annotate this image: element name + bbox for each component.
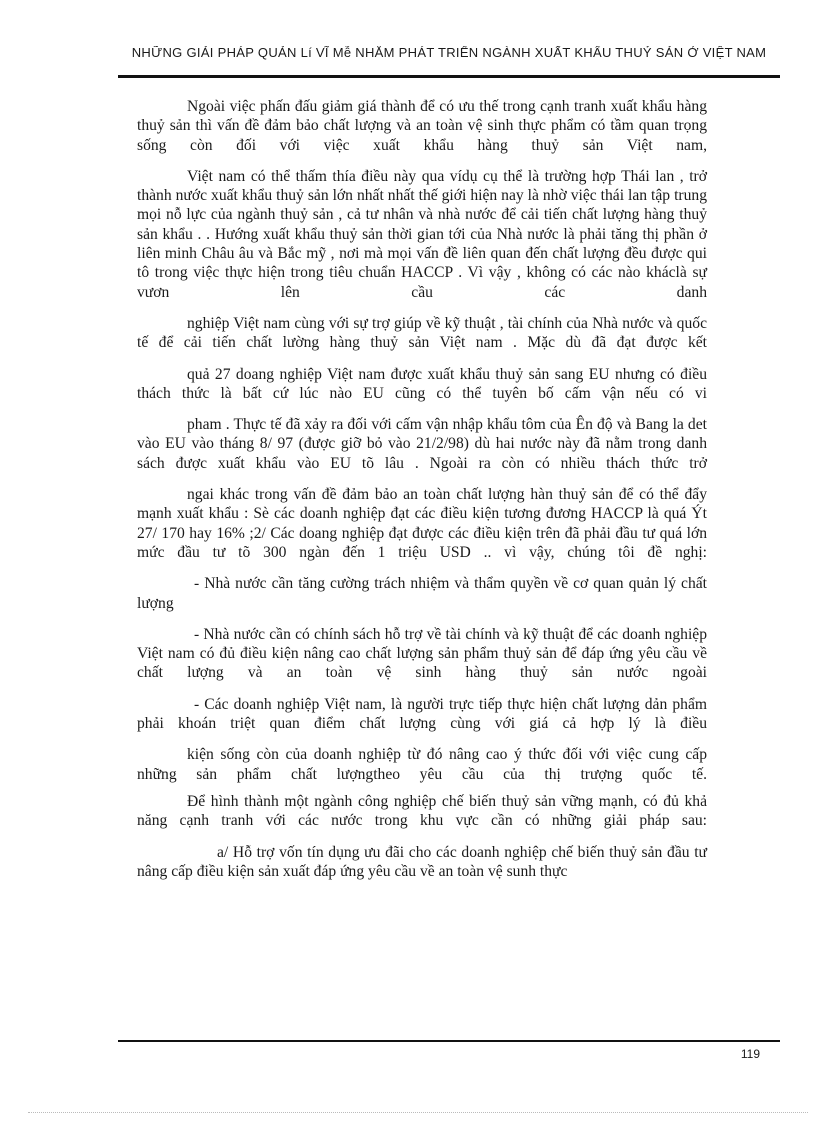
running-header: NHỮNG GIẢI PHÁP QUẢN Lí VĨ Mễ NHẰM PHÁT TRIỂN NGÀNH XUẤT KHẨU THUỶ SẢN Ở VIỆT NAM (131, 46, 767, 60)
recommendation-2: - Nhà nước cần có chính sách hỗ trợ về tài chính và kỹ thuật để các doanh nghiệp Việt nam có đủ điều kiện nâng cao chất lượng sản phẩm thuỷ sản để đáp ứng yêu cầu về chất lượng và an toàn vệ sinh hàng thuỷ sản nước ngoài (137, 625, 707, 682)
paragraph-3: nghiệp Việt nam cùng với sự trợ giúp về kỹ thuật , tài chính của Nhà nước và quốc tế để cải tiến chất lường hàng thuỷ sản Việt nam . Mặc dù đã đạt được kết (137, 314, 707, 352)
paragraph-4: quả 27 doang nghiệp Việt nam được xuất khẩu thuỷ sản sang EU nhưng có điều thách thức là bất cứ lúc nào EU cũng có thể tuyên bố cấm vận nếu có vi (137, 365, 707, 402)
footer-rule (118, 1040, 780, 1042)
paragraph-9: a/ Hỗ trợ vốn tín dụng ưu đãi cho các doanh nghiệp chế biến thuỷ sản đầu tư nâng cấp điều kiện sản xuất đáp ứng yêu cầu về an toàn vệ sunh thực (137, 843, 707, 880)
page-body (137, 97, 707, 881)
header-rule (118, 75, 780, 78)
page-edge-dots (28, 1112, 808, 1113)
paragraph-5: pham . Thực tế đã xảy ra đối với cấm vận nhập khẩu tôm của Ên độ và Bang la det vào EU vào tháng 8/ 97 (được giỡ bỏ vào 21/2/98) dù hai nước này đã nằm trong danh sách được xuất khẩu vào EU tõ lâu . Ngoài ra còn có nhiều thách thức trở (137, 416, 707, 472)
recommendation-3: - Các doanh nghiệp Việt nam, là người trực tiếp thực hiện chất lượng dản phẩm phải khoán triệt quan điểm chất lượng cùng với giá cả hợp lý là điều (137, 695, 707, 733)
recommendation-1: - Nhà nước cần tăng cường trách nhiệm và thẩm quyền về cơ quan quản lý chất lượng (137, 575, 707, 612)
paragraph-6: ngai khác trong vấn đề đảm bảo an toàn chất lượng hàn thuỷ sản để có thể đẩy mạnh xuất khẩu : Sè các doanh nghiệp đạt các điều kiện tương đương HACCP là quá Ýt 27/ 170 hay 16% ;2/ Các doang nghiệp đạt được các điều kiện trên đã phải đầu tư quá lớn mức đầu tư tõ 300 ngàn đến 1 triệu USD .. vì vậy, chúng tôi đề nghị: (137, 486, 707, 561)
page-number: 119 (740, 1047, 760, 1061)
paragraph-7: kiện sống còn của doanh nghiệp từ đó nâng cao ý thức đối với việc cung cấp những sản phẩm chất lượngtheo yêu cầu của thị trượng quốc tế. (137, 746, 707, 783)
paragraph-2: Việt nam có thể thấm thía điều này qua vídụ cụ thể là trường hợp Thái lan , trở thành nước xuất khẩu thuỷ sản lớn nhất nhất thế giới hiện nay là nhờ việc thái lan tập trung mọi nỗ lực của ngành thuỷ sản , cả tư nhân và nhà nước để cải tiến chất lượng hàng thuỷ sản khẩu . . Hướng xuất khẩu thuỷ sản thời gian tới của Nhà nước là phải tăng thị phần ở liên minh Châu âu và Bắc mỹ , nơi mà mọi vấn đề liên quan đến chất lượng đều được qui tô trong việc thực hiện trong tiêu chuẩn HACCP . Vì vậy , không có các nào kháclà sự vươn lên cầu các danh (137, 167, 707, 301)
paragraph-1: Ngoài việc phấn đấu giảm giá thành để có ưu thế trong cạnh tranh xuất khẩu hàng thuỷ sản thì vấn đề đảm bảo chất lượng và an toàn vệ sinh thực phẩm có tầm quan trọng sống còn đối với việc xuất khẩu hàng thuỷ sản Việt nam, (137, 98, 707, 154)
paragraph-8: Để hình thành một ngành công nghiệp chế biến thuỷ sản vững mạnh, có đủ khả năng cạnh tranh với các nước trong khu vực cần có những giải pháp sau: (137, 792, 707, 830)
